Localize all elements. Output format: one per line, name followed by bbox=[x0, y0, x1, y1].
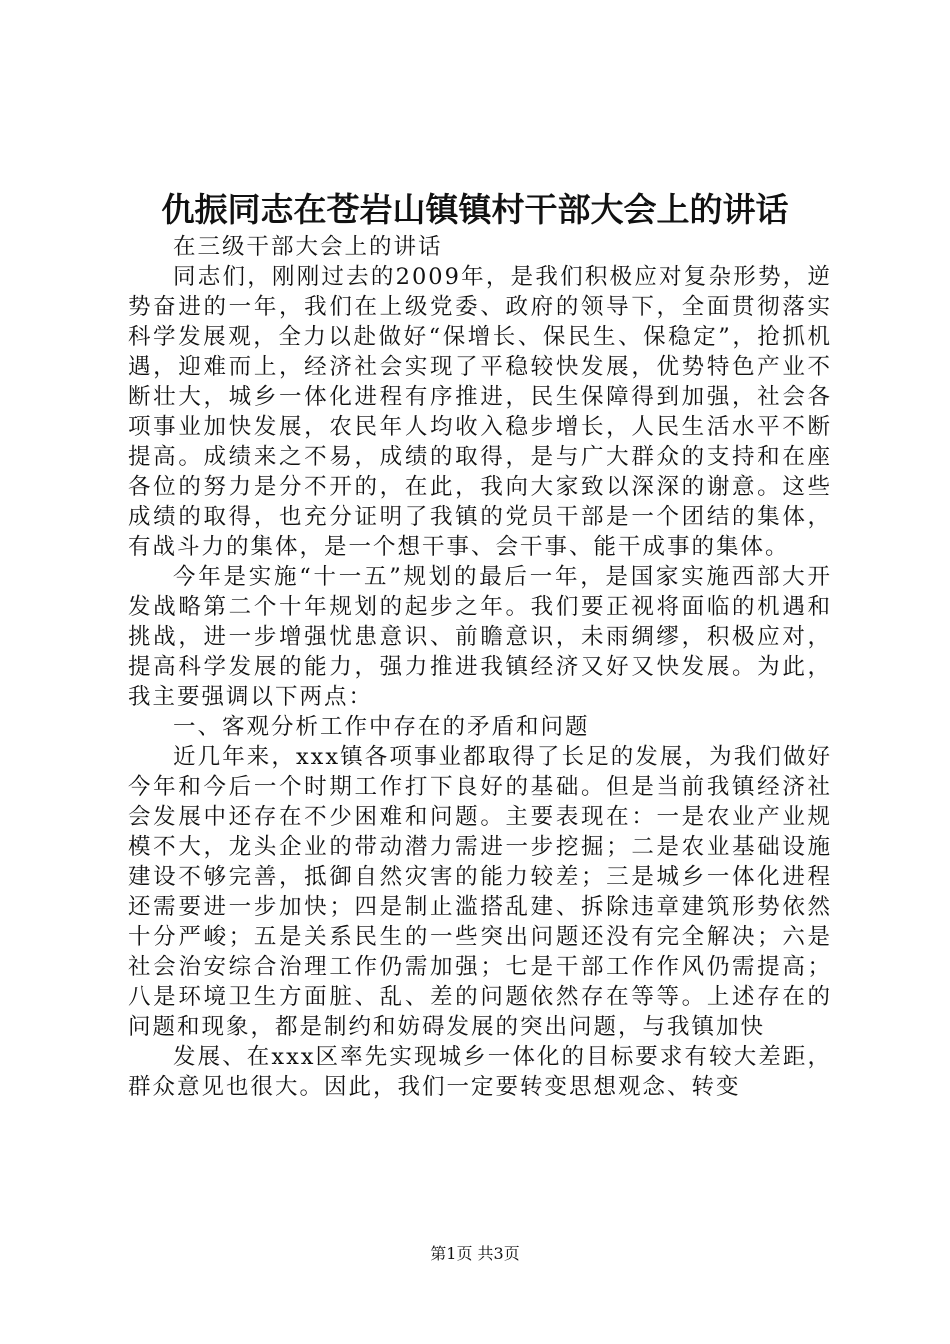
paragraph: 今年是实施“十一五”规划的最后一年，是国家实施西部大开发战略第二个十年规划的起步之年。我们要正视将面临的机遇和挑战，进一步增强忧患意识、前瞻意识，未雨绸缪，积极应对，提高科学发展的能力，强力推进我镇经济又好又快发展。为此，我主要强调以下两点： bbox=[128, 564, 832, 710]
section-heading: 一、客观分析工作中存在的矛盾和问题 bbox=[173, 714, 590, 740]
paragraph: 发展、在xxx区率先实现城乡一体化的目标要求有较大差距，群众意见也很大。因此，我们一定要转变思想观念、转变 bbox=[128, 1044, 832, 1100]
paragraph: 近几年来，xxx镇各项事业都取得了长足的发展，为我们做好今年和今后一个时期工作打下良好的基础。但是当前我镇经济社会发展中还存在不少困难和问题。主要表现在：一是农业产业规模不大，龙头企业的带动潜力需进一步挖掘；二是农业基础设施建设不够完善，抵御自然灾害的能力较差；三是城乡一体化进程还需要进一步加快；四是制止滥搭乱建、拆除违章建筑形势依然十分严峻；五是关系民生的一些突出问题还没有完全解决；六是社会治安综合治理工作仍需加强；七是干部工作作风仍需提高；八是环境卫生方面脏、乱、差的问题依然存在等等。上述存在的问题和现象，都是制约和妨碍发展的突出问题，与我镇加快 bbox=[128, 744, 832, 1040]
document-title: 仇振同志在苍岩山镇镇村干部大会上的讲话 bbox=[161, 190, 789, 229]
page-number: 第1页 共3页 bbox=[430, 1244, 520, 1263]
paragraph: 同志们，刚刚过去的2009年，是我们积极应对复杂形势，逆势奋进的一年，我们在上级党委、政府的领导下，全面贯彻落实科学发展观，全力以赴做好“保增长、保民生、保稳定”，抢抓机遇，迎难而上，经济社会实现了平稳较快发展，优势特色产业不断壮大，城乡一体化进程有序推进，民生保障得到加强，社会各项事业加快发展，农民年人均收入稳步增长，人民生活水平不断提高。成绩来之不易，成绩的取得，是与广大群众的支持和在座各位的努力是分不开的，在此，我向大家致以深深的谢意。这些成绩的取得，也充分证明了我镇的党员干部是一个团结的集体，有战斗力的集体，是一个想干事、会干事、能干成事的集体。 bbox=[128, 264, 832, 560]
paragraph-subtitle: 在三级干部大会上的讲话 bbox=[173, 234, 443, 260]
document-body bbox=[128, 232, 832, 1102]
